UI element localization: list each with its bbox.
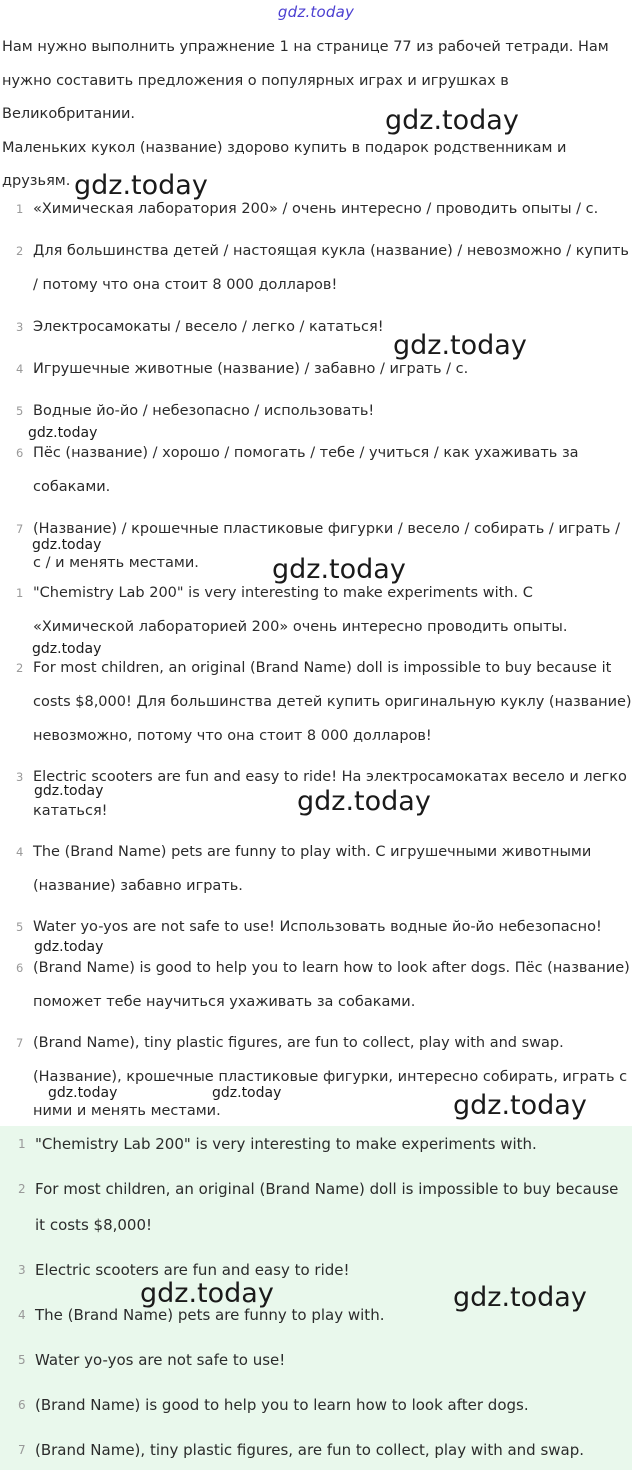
watermark: gdz.today <box>385 105 519 136</box>
item-text: (Brand Name) is good to help you to learn how to look after dogs. Пёс (название) поможет тебе научиться ухаживать за собаками. <box>33 960 630 1010</box>
list-item <box>2 835 632 903</box>
item-text: Электросамокаты / весело / легко / кататься! <box>33 319 384 335</box>
item-number: 4 <box>18 1307 26 1322</box>
item-number: 1 <box>18 1137 26 1151</box>
item-number: 5 <box>18 1352 26 1367</box>
watermark: gdz.today <box>393 330 527 361</box>
item-number: 3 <box>18 1262 26 1277</box>
item-number: 1 <box>16 202 24 216</box>
watermark: gdz.today <box>453 1282 587 1313</box>
item-number: 7 <box>16 1036 24 1050</box>
item-text: Water yo-yos are not safe to use! <box>35 1350 286 1369</box>
item-text: Electric scooters are fun and easy to ride! <box>35 1260 350 1279</box>
list-item <box>2 576 632 644</box>
list-item <box>2 651 632 753</box>
list-item <box>4 1433 632 1469</box>
item-text: (Название) / крошечные пластиковые фигурки / весело / собирать / играть / с / и менять местами. <box>33 521 620 571</box>
item-number: 6 <box>18 1397 26 1412</box>
item-text: Пёс (название) / хорошо / помогать / тебе / учиться / как ухаживать за собаками. <box>33 445 579 495</box>
watermark: gdz.today <box>34 939 104 955</box>
item-number: 4 <box>16 362 24 376</box>
watermark: gdz.today <box>32 537 102 553</box>
item-text: The (Brand Name) pets are funny to play with. <box>35 1305 385 1324</box>
list-item <box>2 234 632 302</box>
item-text: «Химическая лаборатория 200» / очень интересно / проводить опыты / с. <box>33 201 599 217</box>
item-number: 7 <box>16 522 24 536</box>
item-text: "Chemistry Lab 200" is very interesting to make experiments with. С «Химической лабораторией 200» очень интересно проводить опыты. <box>33 585 568 635</box>
watermark: gdz.today <box>140 1278 274 1309</box>
watermark: gdz.today <box>28 425 98 441</box>
item-text: (Brand Name) is good to help you to learn how to look after dogs. <box>35 1395 529 1414</box>
item-text: Для большинства детей / настоящая кукла (название) / невозможно / купить / потому что она стоит 8 000 долларов! <box>33 243 629 293</box>
item-text: For most children, an original (Brand Name) doll is impossible to buy because it costs $8,000! <box>35 1180 619 1234</box>
item-text: Водные йо-йо / небезопасно / использовать! <box>33 403 375 419</box>
item-number: 4 <box>16 845 24 859</box>
watermark: gdz.today <box>32 641 102 657</box>
item-number: 6 <box>16 961 24 975</box>
item-text: Electric scooters are fun and easy to ride! На электросамокатах весело и легко кататься! <box>33 769 627 819</box>
watermark: gdz.today <box>48 1085 118 1101</box>
russian-items-list <box>2 192 632 588</box>
intro-line: Маленьких кукол (название) здорово купить в подарок родственникам и друзьям. <box>2 139 567 189</box>
list-item <box>2 951 632 1019</box>
list-item <box>2 436 632 504</box>
item-number: 7 <box>18 1442 26 1457</box>
item-number: 3 <box>16 770 24 784</box>
site-logo[interactable]: gdz.today <box>277 3 355 21</box>
item-text: Water yo-yos are not safe to use! Использовать водные йо-йо небезопасно! <box>33 919 602 935</box>
item-number: 2 <box>18 1182 26 1196</box>
watermark: gdz.today <box>272 554 406 585</box>
watermark: gdz.today <box>453 1090 587 1121</box>
item-number: 2 <box>16 661 24 675</box>
watermark: gdz.today <box>212 1085 282 1101</box>
translation-items-list <box>2 576 632 1135</box>
item-number: 5 <box>16 920 24 934</box>
intro-line: Нам нужно выполнить упражнение 1 на странице 77 из рабочей тетради. Нам нужно составить предложения о популярных играх и игрушках в Великобритании. <box>2 39 609 122</box>
item-text: "Chemistry Lab 200" is very interesting to make experiments with. <box>35 1135 537 1153</box>
list-item <box>4 1127 632 1163</box>
list-item <box>2 352 632 386</box>
item-text: (Brand Name), tiny plastic figures, are fun to collect, play with and swap. (Название), крошечные пластиковые фигурки, интересно собирать, играть с ними и менять местами. <box>33 1035 628 1119</box>
item-text: Игрушечные животные (название) / забавно / играть / с. <box>33 361 469 377</box>
item-text: For most children, an original (Brand Name) doll is impossible to buy because it costs $8,000! Для большинства детей купить оригинальную куклу (название) невозможно, потому что она стоит 8 000 долларов! <box>33 660 632 744</box>
list-item <box>4 1388 632 1424</box>
item-number: 3 <box>16 320 24 334</box>
list-item <box>2 394 632 428</box>
list-item <box>2 310 632 344</box>
item-number: 2 <box>16 244 24 258</box>
watermark: gdz.today <box>34 783 104 799</box>
item-number: 1 <box>16 586 24 600</box>
watermark: gdz.today <box>74 170 208 201</box>
list-item <box>4 1172 632 1243</box>
item-text: The (Brand Name) pets are funny to play with. С игрушечными животными (название) забавно играть. <box>33 844 592 894</box>
watermark: gdz.today <box>297 786 431 817</box>
item-number: 5 <box>16 404 24 418</box>
item-text: (Brand Name), tiny plastic figures, are fun to collect, play with and swap. <box>35 1440 585 1459</box>
list-item <box>4 1343 632 1379</box>
item-number: 6 <box>16 446 24 460</box>
